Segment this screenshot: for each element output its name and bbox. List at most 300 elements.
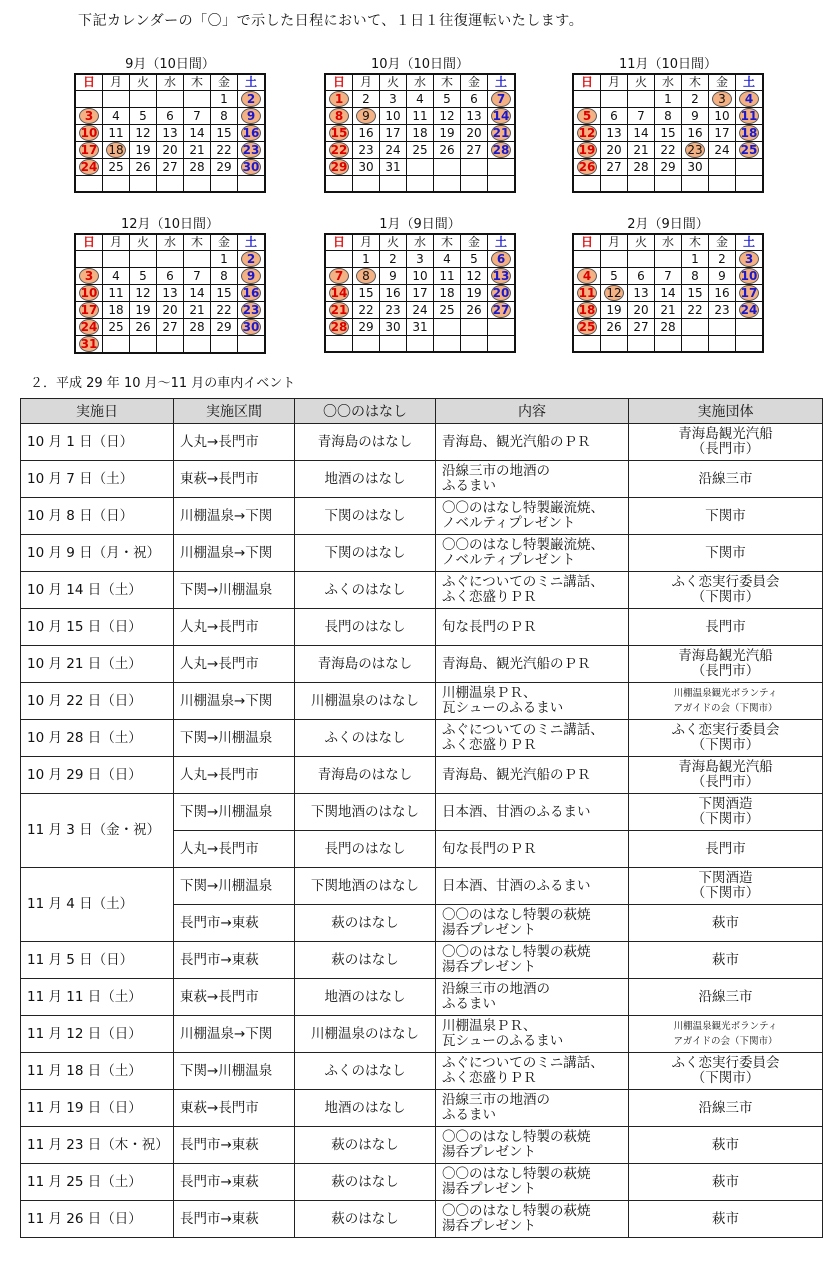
calendar-empty-cell <box>103 91 130 108</box>
calendar-day: 29 <box>211 159 238 176</box>
event-date: 10 月 29 日（日） <box>21 757 174 794</box>
event-date: 10 月 22 日（日） <box>21 683 174 720</box>
calendar-day: 15 <box>655 125 682 142</box>
calendar-day: 11 <box>103 285 130 302</box>
calendar-day: 5 <box>434 91 461 108</box>
calendar-day: 19 <box>601 302 628 319</box>
weekday-header: 火 <box>628 234 655 251</box>
calendar-day <box>238 285 266 302</box>
calendar-day <box>736 125 764 142</box>
calendar-empty-cell <box>75 91 103 108</box>
calendar-empty-cell <box>434 336 461 353</box>
operation-day-marker: 12 <box>604 285 624 301</box>
operation-day-marker: 28 <box>330 320 348 334</box>
calendar-empty-cell <box>601 91 628 108</box>
table-row <box>21 646 823 683</box>
calendar-empty-cell <box>184 336 211 354</box>
calendar-day: 5 <box>461 251 488 268</box>
calendar-day <box>573 285 601 302</box>
calendar-empty-cell <box>130 336 157 354</box>
calendar-day: 26 <box>130 159 157 176</box>
table-row <box>21 535 823 572</box>
event-org: 長門市 <box>629 831 823 868</box>
calendar-empty-cell <box>325 251 353 268</box>
event-org: 沿線三市 <box>629 461 823 498</box>
event-route: 東萩→長門市 <box>174 979 295 1016</box>
calendar-empty-cell <box>601 336 628 353</box>
weekday-header: 土 <box>488 74 516 91</box>
event-name: ふくのはなし <box>295 572 436 609</box>
table-row <box>21 1016 823 1053</box>
calendar-day <box>736 142 764 159</box>
weekday-header: 金 <box>461 74 488 91</box>
calendar-day: 14 <box>184 285 211 302</box>
calendar-day <box>238 142 266 159</box>
calendar-day: 15 <box>353 285 380 302</box>
calendar-empty-cell <box>601 251 628 268</box>
calendar-day: 30 <box>682 159 709 176</box>
col-route: 実施区間 <box>174 399 295 424</box>
event-content: 〇〇のはなし特製の萩焼 湯呑プレゼント <box>436 1164 629 1201</box>
calendar-day: 12 <box>130 125 157 142</box>
table-row <box>21 1090 823 1127</box>
event-date: 11 月 4 日（土） <box>21 868 174 942</box>
calendar-6 <box>572 216 764 353</box>
event-route: 人丸→長門市 <box>174 831 295 868</box>
calendar-day: 1 <box>211 251 238 268</box>
calendar-day <box>325 91 353 108</box>
operation-day-marker: 20 <box>492 286 510 300</box>
event-name: 川棚温泉のはなし <box>295 683 436 720</box>
calendar-day: 27 <box>157 159 184 176</box>
table-row <box>21 720 823 757</box>
weekday-header: 日 <box>75 234 103 251</box>
calendar-day <box>736 251 764 268</box>
calendar-day <box>736 302 764 319</box>
calendar-1 <box>74 56 266 193</box>
calendar-3 <box>572 56 764 193</box>
calendar-day: 19 <box>434 125 461 142</box>
calendar-day: 4 <box>103 268 130 285</box>
calendar-empty-cell <box>75 251 103 268</box>
operation-day-marker: 15 <box>330 126 348 140</box>
event-org: 萩市 <box>629 1201 823 1238</box>
calendar-day: 4 <box>434 251 461 268</box>
calendar-day: 25 <box>103 319 130 336</box>
calendar-empty-cell <box>130 176 157 193</box>
weekday-header: 火 <box>628 74 655 91</box>
calendar-day <box>75 336 103 354</box>
event-content: 〇〇のはなし特製の萩焼 湯呑プレゼント <box>436 1127 629 1164</box>
table-row <box>21 1201 823 1238</box>
calendar-empty-cell <box>184 176 211 193</box>
operation-day-marker: 12 <box>578 126 596 140</box>
calendar-empty-cell <box>736 176 764 193</box>
calendar-empty-cell <box>573 336 601 353</box>
calendar-empty-cell <box>157 91 184 108</box>
calendar-empty-cell <box>628 176 655 193</box>
event-date: 11 月 3 日（金・祝） <box>21 794 174 868</box>
calendar-day: 13 <box>461 108 488 125</box>
event-content: 沿線三市の地酒の ふるまい <box>436 979 629 1016</box>
event-content: 〇〇のはなし特製巌流焼、 ノベルティプレゼント <box>436 535 629 572</box>
weekday-header: 火 <box>130 74 157 91</box>
weekday-header: 月 <box>353 74 380 91</box>
calendar-empty-cell <box>573 91 601 108</box>
event-name: ふくのはなし <box>295 1053 436 1090</box>
calendar-empty-cell <box>488 159 516 176</box>
event-name: ふくのはなし <box>295 720 436 757</box>
col-date: 実施日 <box>21 399 174 424</box>
event-content: ふぐについてのミニ講話、 ふく恋盛りＰＲ <box>436 1053 629 1090</box>
calendar-day: 1 <box>682 251 709 268</box>
event-route: 人丸→長門市 <box>174 757 295 794</box>
calendar-title: 10月（10日間） <box>370 57 470 72</box>
calendar-day: 2 <box>709 251 736 268</box>
calendar-empty-cell <box>709 319 736 336</box>
event-date: 10 月 7 日（土） <box>21 461 174 498</box>
calendar-day <box>75 108 103 125</box>
calendar-day <box>736 108 764 125</box>
calendar-empty-cell <box>353 176 380 193</box>
calendar-empty-cell <box>380 176 407 193</box>
weekday-header: 水 <box>157 74 184 91</box>
calendar-day: 12 <box>461 268 488 285</box>
calendar-day <box>488 108 516 125</box>
weekday-header: 土 <box>488 234 516 251</box>
event-route: 東萩→長門市 <box>174 461 295 498</box>
calendar-day: 20 <box>601 142 628 159</box>
operation-day-marker: 9 <box>356 108 376 124</box>
event-name: 萩のはなし <box>295 1201 436 1238</box>
calendar-day: 21 <box>184 142 211 159</box>
operation-day-marker: 1 <box>329 91 349 107</box>
event-content: 〇〇のはなし特製の萩焼 湯呑プレゼント <box>436 942 629 979</box>
calendar-2 <box>324 56 516 193</box>
section-2-title: ２．平成 29 年 10 月～11 月の車内イベント <box>30 376 296 391</box>
calendar-day <box>238 91 266 108</box>
calendar-day <box>682 142 709 159</box>
event-date: 11 月 5 日（日） <box>21 942 174 979</box>
operation-day-marker: 25 <box>740 143 758 157</box>
event-content: 日本酒、甘酒のふるまい <box>436 794 629 831</box>
weekday-header: 水 <box>655 74 682 91</box>
event-date: 11 月 25 日（土） <box>21 1164 174 1201</box>
calendar-day: 30 <box>353 159 380 176</box>
calendar-empty-cell <box>488 176 516 193</box>
calendar-day: 20 <box>461 125 488 142</box>
event-content: 青海島、観光汽船のＰＲ <box>436 646 629 683</box>
weekday-header: 土 <box>736 74 764 91</box>
weekday-header: 水 <box>157 234 184 251</box>
calendar-day <box>488 125 516 142</box>
calendar-day <box>238 302 266 319</box>
event-route: 川棚温泉→下関 <box>174 498 295 535</box>
weekday-header: 水 <box>655 234 682 251</box>
weekday-header: 木 <box>682 74 709 91</box>
calendar-empty-cell <box>461 176 488 193</box>
calendar-empty-cell <box>709 159 736 176</box>
event-org: 青海島観光汽船 （長門市） <box>629 757 823 794</box>
event-org: 青海島観光汽船 （長門市） <box>629 646 823 683</box>
operation-day-marker: 23 <box>242 143 260 157</box>
calendar-day <box>238 108 266 125</box>
calendar-day: 28 <box>184 159 211 176</box>
event-org: 沿線三市 <box>629 1090 823 1127</box>
calendar-empty-cell <box>655 336 682 353</box>
events-header-row <box>21 399 823 424</box>
event-content: 川棚温泉ＰＲ、 瓦シューのふるまい <box>436 1016 629 1053</box>
calendar-day: 24 <box>709 142 736 159</box>
calendar-grid <box>572 73 764 193</box>
operation-day-marker: 31 <box>80 337 98 351</box>
calendar-day: 6 <box>157 268 184 285</box>
calendar-day: 14 <box>184 125 211 142</box>
table-row <box>21 424 823 461</box>
operation-day-marker: 9 <box>241 108 261 124</box>
event-name: 下関地酒のはなし <box>295 794 436 831</box>
calendar-day: 31 <box>380 159 407 176</box>
calendar-day: 26 <box>601 319 628 336</box>
calendar-day <box>75 285 103 302</box>
calendar-day: 13 <box>157 285 184 302</box>
event-date: 11 月 26 日（日） <box>21 1201 174 1238</box>
event-date: 10 月 9 日（月・祝） <box>21 535 174 572</box>
calendar-day: 26 <box>461 302 488 319</box>
calendar-day: 17 <box>709 125 736 142</box>
calendar-day <box>573 319 601 336</box>
operation-day-marker: 18 <box>740 126 758 140</box>
event-content: 沿線三市の地酒の ふるまい <box>436 461 629 498</box>
event-route: 下関→川棚温泉 <box>174 572 295 609</box>
calendar-day: 25 <box>407 142 434 159</box>
event-name: 川棚温泉のはなし <box>295 1016 436 1053</box>
calendar-day: 2 <box>380 251 407 268</box>
calendar-day: 26 <box>130 319 157 336</box>
event-org: 萩市 <box>629 1164 823 1201</box>
calendar-day: 8 <box>682 268 709 285</box>
calendar-day: 2 <box>353 91 380 108</box>
calendar-empty-cell <box>103 336 130 354</box>
calendar-day: 9 <box>682 108 709 125</box>
weekday-header: 火 <box>380 74 407 91</box>
calendar-empty-cell <box>655 176 682 193</box>
operation-day-marker: 6 <box>491 251 511 267</box>
calendar-day: 22 <box>655 142 682 159</box>
calendar-grid <box>324 233 516 353</box>
calendar-empty-cell <box>736 319 764 336</box>
operation-day-marker: 3 <box>739 251 759 267</box>
event-content: 日本酒、甘酒のふるまい <box>436 868 629 905</box>
weekday-header: 日 <box>75 74 103 91</box>
calendar-day: 21 <box>184 302 211 319</box>
weekday-header: 土 <box>736 234 764 251</box>
event-route: 人丸→長門市 <box>174 646 295 683</box>
calendar-day: 27 <box>461 142 488 159</box>
event-org: 下関市 <box>629 498 823 535</box>
calendar-title: 2月（9日間） <box>627 217 709 232</box>
operation-day-marker: 21 <box>492 126 510 140</box>
operation-day-marker: 21 <box>330 303 348 317</box>
calendar-day: 7 <box>655 268 682 285</box>
calendar-day <box>238 319 266 336</box>
weekday-header: 木 <box>682 234 709 251</box>
calendar-day <box>601 285 628 302</box>
calendar-day <box>488 142 516 159</box>
calendar-day: 6 <box>601 108 628 125</box>
calendar-day <box>75 268 103 285</box>
event-org: 萩市 <box>629 905 823 942</box>
event-name: 長門のはなし <box>295 831 436 868</box>
operation-day-marker: 8 <box>329 108 349 124</box>
weekday-header: 月 <box>353 234 380 251</box>
event-name: 下関地酒のはなし <box>295 868 436 905</box>
event-route: 人丸→長門市 <box>174 424 295 461</box>
calendar-empty-cell <box>709 176 736 193</box>
calendar-day: 18 <box>434 285 461 302</box>
calendar-day: 18 <box>103 302 130 319</box>
calendar-day: 24 <box>380 142 407 159</box>
calendar-empty-cell <box>211 176 238 193</box>
calendar-day <box>488 251 516 268</box>
calendar-day: 14 <box>628 125 655 142</box>
operation-day-marker: 7 <box>329 268 349 284</box>
calendar-day <box>238 251 266 268</box>
operation-day-marker: 18 <box>106 142 126 158</box>
calendar-empty-cell <box>488 319 516 336</box>
table-row <box>21 1127 823 1164</box>
table-row <box>21 572 823 609</box>
operation-day-marker: 29 <box>330 160 348 174</box>
calendar-day: 11 <box>434 268 461 285</box>
calendar-day: 16 <box>682 125 709 142</box>
event-route: 下関→川棚温泉 <box>174 720 295 757</box>
event-content: 〇〇のはなし特製巌流焼、 ノベルティプレゼント <box>436 498 629 535</box>
calendar-empty-cell <box>184 251 211 268</box>
calendar-day: 11 <box>407 108 434 125</box>
calendar-day <box>325 142 353 159</box>
calendar-day: 22 <box>682 302 709 319</box>
calendar-grid <box>572 233 764 353</box>
event-org: 川棚温泉観光ボランティ アガイドの会（下関市） <box>629 683 823 720</box>
event-route: 東萩→長門市 <box>174 1090 295 1127</box>
calendar-title: 11月（10日間） <box>618 57 718 72</box>
event-date: 10 月 15 日（日） <box>21 609 174 646</box>
calendar-day <box>488 285 516 302</box>
calendar-day: 7 <box>628 108 655 125</box>
calendar-day <box>736 268 764 285</box>
calendar-empty-cell <box>434 176 461 193</box>
calendar-day: 28 <box>655 319 682 336</box>
calendar-day: 16 <box>353 125 380 142</box>
col-name: 〇〇のはなし <box>295 399 436 424</box>
calendar-day: 16 <box>709 285 736 302</box>
event-org: 下関市 <box>629 535 823 572</box>
event-route: 長門市→東萩 <box>174 942 295 979</box>
event-name: 萩のはなし <box>295 1164 436 1201</box>
calendar-empty-cell <box>628 251 655 268</box>
calendar-empty-cell <box>75 176 103 193</box>
calendar-day: 26 <box>434 142 461 159</box>
event-date: 10 月 21 日（土） <box>21 646 174 683</box>
calendar-day <box>573 302 601 319</box>
calendar-empty-cell <box>434 159 461 176</box>
event-org: 下関酒造 （下関市） <box>629 868 823 905</box>
event-org: 萩市 <box>629 1127 823 1164</box>
calendar-day <box>325 302 353 319</box>
weekday-header: 日 <box>573 234 601 251</box>
calendar-empty-cell <box>682 319 709 336</box>
operation-day-marker: 13 <box>492 269 510 283</box>
table-row <box>21 1053 823 1090</box>
event-content: 青海島、観光汽船のＰＲ <box>436 424 629 461</box>
event-org: 沿線三市 <box>629 979 823 1016</box>
weekday-header: 日 <box>325 234 353 251</box>
calendar-title: 1月（9日間） <box>379 217 461 232</box>
calendar-day: 23 <box>353 142 380 159</box>
operation-day-marker: 4 <box>577 268 597 284</box>
event-date: 11 月 19 日（日） <box>21 1090 174 1127</box>
calendar-empty-cell <box>573 251 601 268</box>
calendar-day <box>75 125 103 142</box>
calendar-empty-cell <box>461 319 488 336</box>
calendar-empty-cell <box>736 159 764 176</box>
calendar-day: 1 <box>655 91 682 108</box>
calendar-empty-cell <box>461 159 488 176</box>
event-route: 長門市→東萩 <box>174 905 295 942</box>
calendar-day <box>488 268 516 285</box>
calendar-day: 17 <box>380 125 407 142</box>
calendar-day: 17 <box>407 285 434 302</box>
calendar-title: 12月（10日間） <box>120 217 220 232</box>
operation-day-marker: 8 <box>356 268 376 284</box>
event-route: 下関→川棚温泉 <box>174 868 295 905</box>
calendar-day: 13 <box>157 125 184 142</box>
table-row <box>21 498 823 535</box>
event-name: 下関のはなし <box>295 498 436 535</box>
calendar-empty-cell <box>407 336 434 353</box>
calendar-day: 22 <box>211 142 238 159</box>
calendar-day: 9 <box>709 268 736 285</box>
weekday-header: 木 <box>184 74 211 91</box>
weekday-header: 金 <box>709 74 736 91</box>
calendar-empty-cell <box>130 91 157 108</box>
event-name: 下関のはなし <box>295 535 436 572</box>
event-org: 萩市 <box>629 942 823 979</box>
operation-day-marker: 16 <box>242 126 260 140</box>
calendar-empty-cell <box>434 319 461 336</box>
calendar-day: 8 <box>655 108 682 125</box>
operation-day-marker: 28 <box>492 143 510 157</box>
weekday-header: 火 <box>380 234 407 251</box>
calendar-day: 15 <box>211 285 238 302</box>
calendar-empty-cell <box>157 176 184 193</box>
event-route: 長門市→東萩 <box>174 1127 295 1164</box>
event-date: 11 月 11 日（土） <box>21 979 174 1016</box>
operation-day-marker: 25 <box>578 320 596 334</box>
event-route: 下関→川棚温泉 <box>174 1053 295 1090</box>
event-route: 長門市→東萩 <box>174 1201 295 1238</box>
calendar-day: 14 <box>655 285 682 302</box>
calendar-day <box>325 268 353 285</box>
calendar-empty-cell <box>407 176 434 193</box>
calendar-day: 3 <box>380 91 407 108</box>
calendar-day <box>573 268 601 285</box>
calendar-empty-cell <box>655 251 682 268</box>
weekday-header: 土 <box>238 234 266 251</box>
calendar-day: 27 <box>628 319 655 336</box>
calendar-day: 20 <box>628 302 655 319</box>
